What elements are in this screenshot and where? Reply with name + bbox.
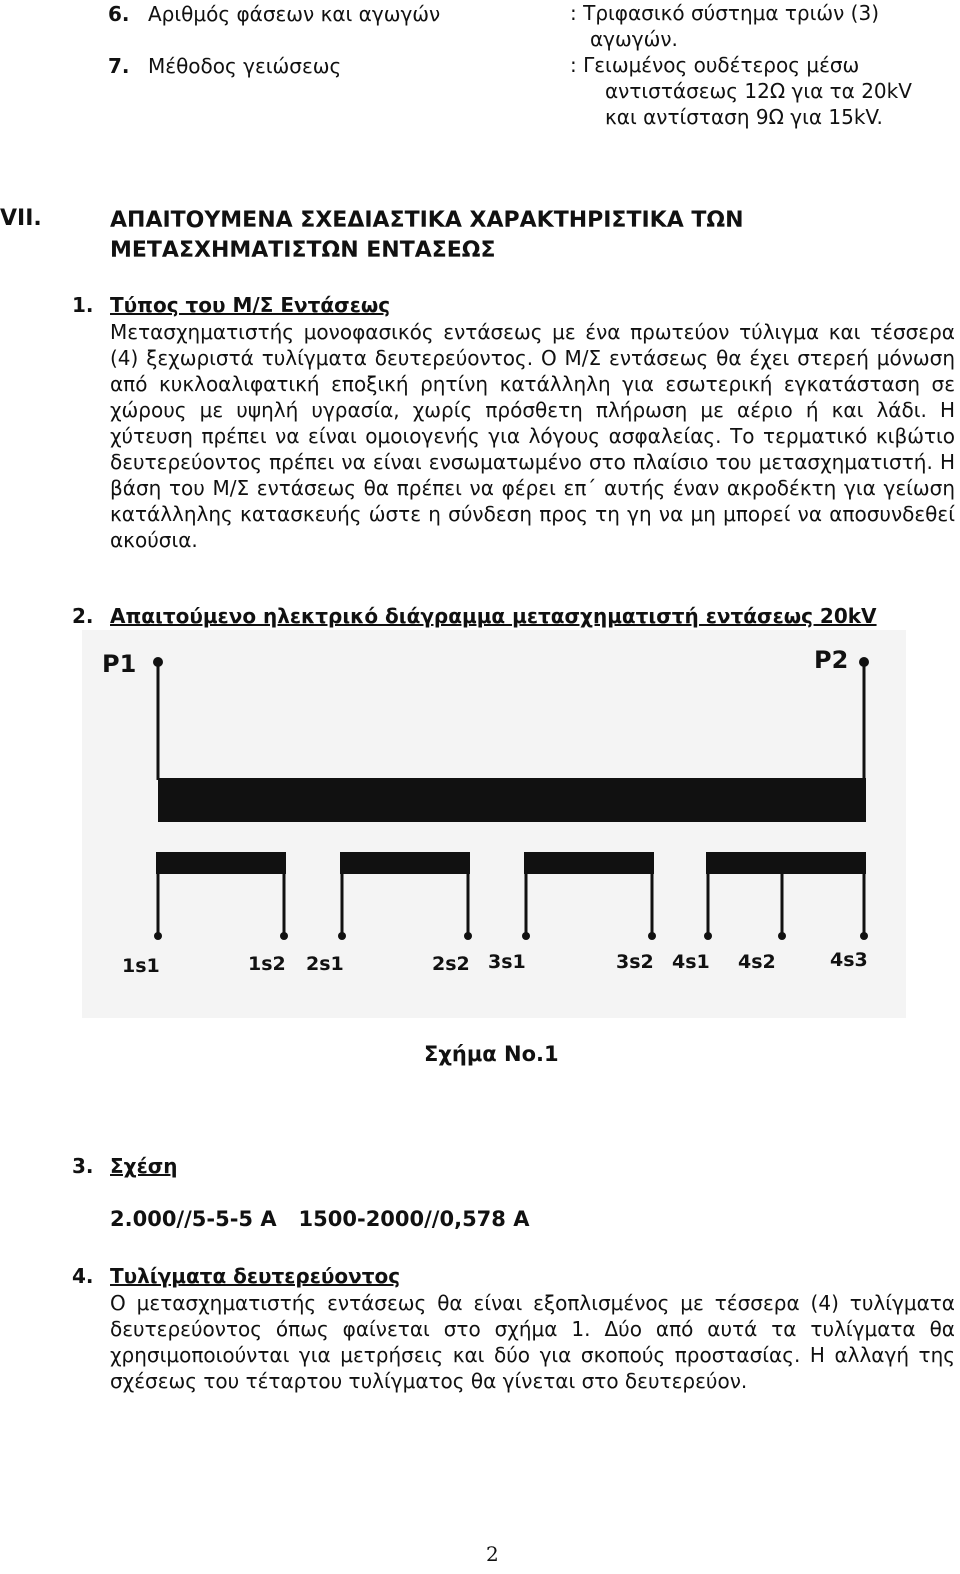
- section-title-line: ΑΠΑΙΤΟΥΜΕΝΑ ΣΧΕΔΙΑΣΤΙΚΑ ΧΑΡΑΚΤΗΡΙΣΤΙΚΑ ΤΩΝ: [110, 208, 744, 233]
- terminal-label-p1: P1: [102, 650, 137, 678]
- item-2-heading: Απαιτούμενο ηλεκτρικό διάγραμμα μετασχηματιστή εντάσεως 20kV: [110, 604, 877, 628]
- terminal-label-4s2: 4s2: [738, 951, 776, 973]
- terminal-label-1s1: 1s1: [122, 955, 160, 977]
- item-7-value-line: και αντίσταση 9Ω για 15kV.: [605, 105, 883, 129]
- section-numeral: VII.: [0, 206, 42, 231]
- terminal-label-3s2: 3s2: [616, 951, 654, 973]
- item-6-label: Αριθμός φάσεων και αγωγών: [148, 2, 441, 26]
- item-4-number: 4.: [72, 1264, 94, 1288]
- secondary-winding-1: [156, 852, 286, 874]
- item-7-value-line: : Γειωμένος ουδέτερος μέσω: [570, 53, 860, 77]
- primary-winding: [158, 778, 866, 822]
- secondary-leads: [158, 874, 864, 936]
- terminal-label-2s2: 2s2: [432, 953, 470, 975]
- item-6-number: 6.: [108, 2, 130, 26]
- terminal-label-2s1: 2s1: [306, 953, 344, 975]
- item-1-body: Μετασχηματιστής μονοφασικός εντάσεως με ένα πρωτεύον τύλιγμα και τέσσερα (4) ξεχωριστά τυλίγματα δευτερεύοντος. Ο Μ/Σ εντάσεως θα έχει στερεή μόνωση από κυκλοαλιφατική εποξική ρητίνη κατάλληλη για εσωτερική εγκατάσταση σε χώρους με υψηλή υγρασία, χωρίς πρόσθετη πλήρωση με αέριο ή και λάδι. Η χύτευση πρέπει να είναι ομοιογενής για λόγους ασφαλείας. Το τερματικό κιβώτιο δευτερεύοντος πρέπει να είναι ενσωματωμένο στο πλαίσιο του μετασχηματιστή. Η βάση του Μ/Σ εντάσεως θα πρέπει να φέρει επ΄ αυτής έναν ακροδέκτη για γείωση κατάλληλης κατασκευής ώστε η σύνδεση προς τη γη να μη μπορεί να αποσυνδεθεί ακούσια.: [110, 320, 955, 552]
- item-4-body: Ο μετασχηματιστής εντάσεως θα είναι εξοπλισμένος με τέσσερα (4) τυλίγματα δευτερεύοντος όπως φαίνεται στο σχήμα 1. Δύο από αυτά τα τυλίγματα θα χρησιμοποιούνται για μετρήσεις και δύο για σκοπούς προστασίας. Η αλλαγή της σχέσεως του τέταρτου τυλίγματος θα γίνεται στο δευτερεύον.: [110, 1291, 955, 1393]
- secondary-winding-3: [524, 852, 654, 874]
- terminal-label-1s2: 1s2: [248, 953, 286, 975]
- secondary-winding-2: [340, 852, 470, 874]
- item-6-value-line: αγωγών.: [590, 27, 678, 51]
- ratio-value: 2.000//5-5-5 A 1500-2000//0,578 A: [110, 1207, 530, 1231]
- diagram-svg: [82, 630, 906, 1018]
- item-7-value: [570, 52, 912, 130]
- section-title-line: ΜΕΤΑΣΧΗΜΑΤΙΣΤΩΝ ΕΝΤΑΣΕΩΣ: [110, 238, 496, 263]
- item-1-heading: Τύπος του Μ/Σ Εντάσεως: [110, 293, 391, 317]
- page-number: 2: [486, 1542, 499, 1566]
- item-2-number: 2.: [72, 604, 94, 628]
- item-4-heading: Τυλίγματα δευτερεύοντος: [110, 1264, 401, 1288]
- item-6-value-line: : Τριφασικό σύστημα τριών (3): [570, 1, 879, 25]
- terminal-label-p2: P2: [814, 646, 849, 674]
- item-7-value-line: αντιστάσεως 12Ω για τα 20kV: [605, 79, 912, 103]
- item-3-number: 3.: [72, 1154, 94, 1178]
- secondary-terminal-dots: [154, 932, 868, 940]
- secondary-winding-4: [706, 852, 866, 874]
- ct-wiring-diagram: [82, 630, 906, 1018]
- item-7-label: Μέθοδος γειώσεως: [148, 54, 342, 78]
- terminal-label-3s1: 3s1: [488, 951, 526, 973]
- item-7-number: 7.: [108, 54, 130, 78]
- item-3-heading: Σχέση: [110, 1154, 178, 1178]
- item-1-number: 1.: [72, 293, 94, 317]
- item-6-value: [570, 0, 879, 52]
- figure-caption: Σχήμα No.1: [424, 1042, 559, 1066]
- terminal-label-4s3: 4s3: [830, 949, 868, 971]
- terminal-label-4s1: 4s1: [672, 951, 710, 973]
- section-title: [110, 206, 744, 266]
